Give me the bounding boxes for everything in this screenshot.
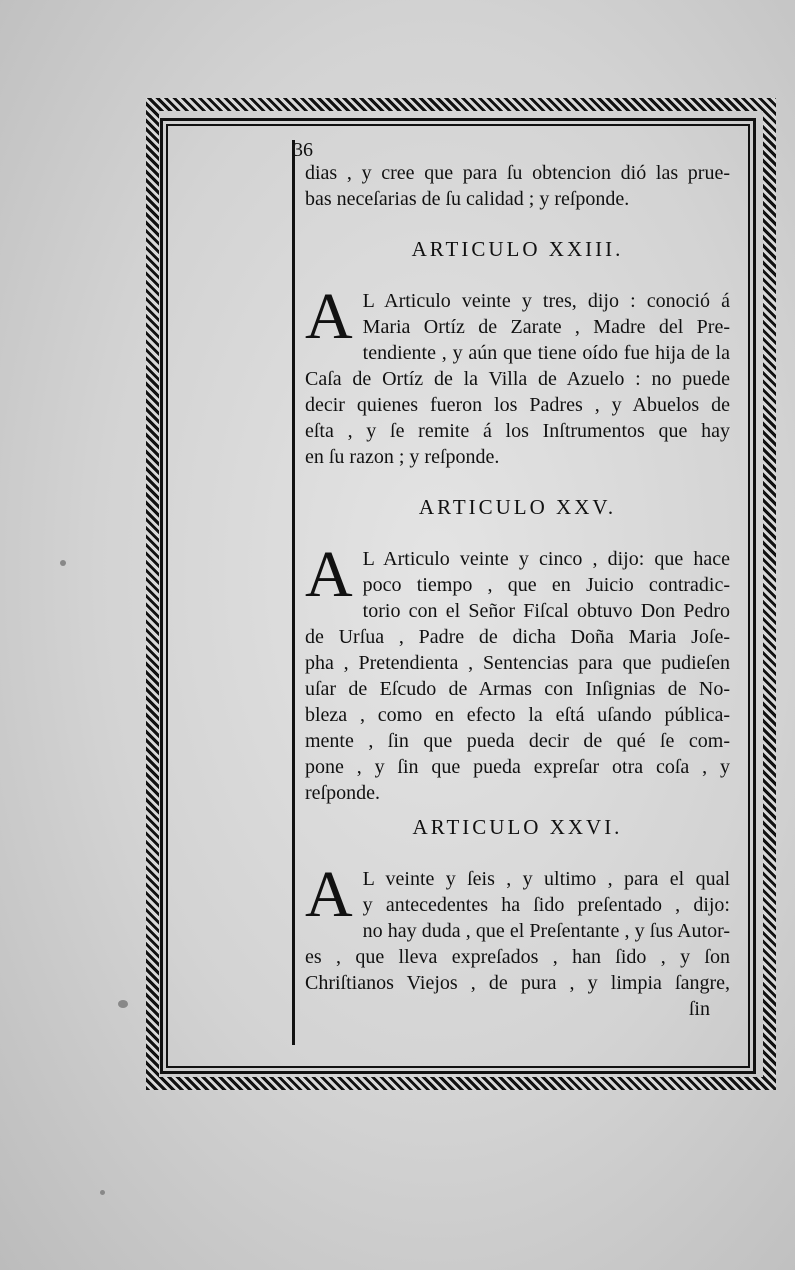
text-line: pone , y ſin que pueda expreſar otra coſa , y: [305, 756, 730, 778]
page-number: 36: [293, 139, 313, 161]
paper-speck: [100, 1190, 105, 1195]
paper-speck: [118, 1000, 128, 1008]
text-line: Chriſtianos Viejos , de pura , y limpia ſangre,: [305, 972, 730, 994]
article-paragraph: [305, 280, 730, 470]
text-line: Caſa de Ortíz de la Villa de Azuelo : no puede: [305, 368, 730, 390]
text-line: bleza , como en efecto la eſtá uſando pública-: [305, 704, 730, 726]
text-line: de Urſua , Padre de dicha Doña Maria Joſe-: [305, 626, 730, 648]
opening-paragraph: [305, 160, 730, 212]
text-line: L veinte y ſeis , y ultimo , para el qual: [362, 868, 730, 890]
article-heading: ARTICULO XXVI.: [412, 815, 623, 839]
text-line: dias , y cree que para ſu obtencion dió las prue-: [305, 162, 730, 184]
article-paragraph: [305, 858, 730, 996]
text-line: eſta , y ſe remite á los Inſtrumentos que hay: [305, 420, 730, 442]
text-line: Maria Ortíz de Zarate , Madre del Pre-: [362, 316, 730, 338]
drop-cap: A: [305, 538, 353, 611]
text-line: L Articulo veinte y cinco , dijo: que hace: [362, 548, 730, 570]
article-paragraph: [305, 538, 730, 806]
article-heading: ARTICULO XXV.: [418, 495, 617, 519]
text-line: no hay duda , que el Preſentante , y ſus Autor-: [362, 920, 730, 942]
catchword: ſin: [688, 998, 710, 1020]
text-line: torio con el Señor Fiſcal obtuvo Don Pedro: [362, 600, 730, 622]
drop-cap: A: [305, 858, 353, 931]
text-line: es , que lleva expreſados , han ſido , y ſon: [305, 946, 730, 968]
text-line: L Articulo veinte y tres, dijo : conoció á: [362, 290, 730, 312]
text-line: tendiente , y aún que tiene oído fue hija de la: [362, 342, 730, 364]
text-line: uſar de Eſcudo de Armas con Inſignias de No-: [305, 678, 730, 700]
text-line: decir quienes fueron los Padres , y Abuelos de: [305, 394, 730, 416]
text-line: en ſu razon ; y reſponde.: [305, 446, 500, 468]
text-line: bas neceſarias de ſu calidad ; y reſponde.: [305, 188, 630, 210]
text-line: y antecedentes ha ſido preſentado , dijo:: [362, 894, 730, 916]
text-line: pha , Pretendienta , Sentencias para que pudieſen: [305, 652, 730, 674]
text-line: reſponde.: [305, 782, 380, 804]
text-line: mente , ſin que pueda decir de qué ſe com-: [305, 730, 730, 752]
margin-column-rule: [292, 140, 295, 1045]
text-line: poco tiempo , que en Juicio contradic-: [362, 574, 730, 596]
text-block: [293, 139, 730, 1022]
article-heading: ARTICULO XXIII.: [411, 237, 624, 261]
paper-speck: [60, 560, 66, 566]
drop-cap: A: [305, 280, 353, 353]
